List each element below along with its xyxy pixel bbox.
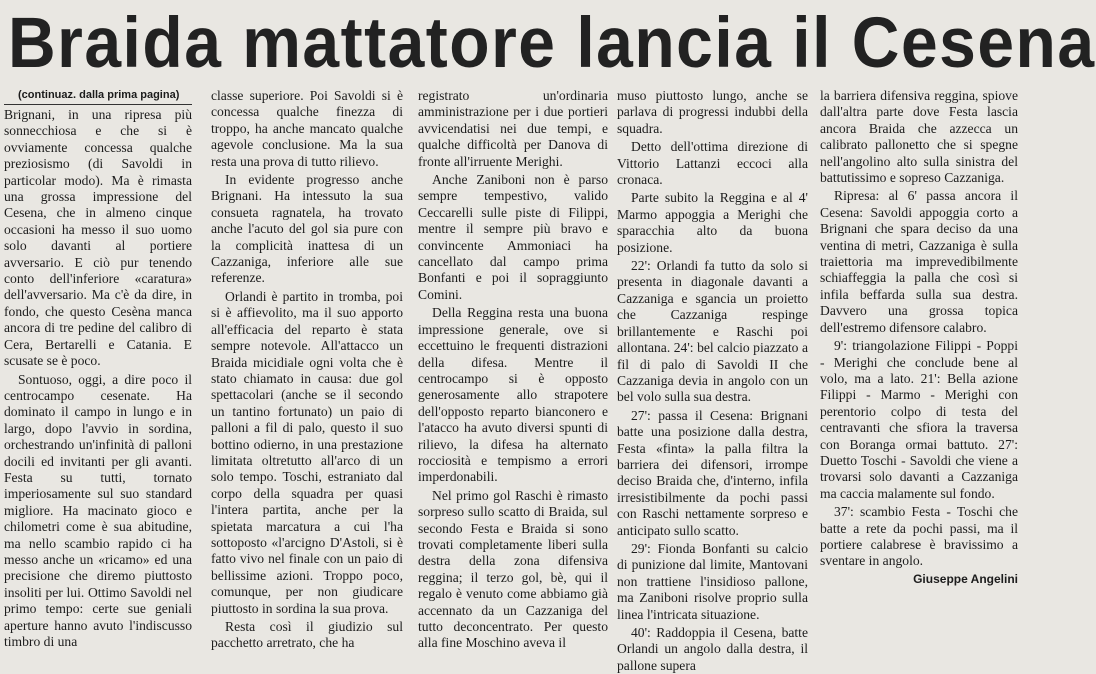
paragraph: Resta così il giudizio sul pacchetto arretrato, che ha: [211, 619, 403, 651]
headline: Braida mattatore lancia il Cesena: [8, 2, 1096, 83]
column-5-body: [820, 88, 1018, 569]
paragraph: Ripresa: al 6' passa ancora il Cesena: Savoldi appoggia corto a Brignani che spara deciso da una ventina di metri, Cazzaniga è sulla traiettoria ma imprevedibilmente schiaffeggia la palla che così si infila beffarda sulla sua destra. Davvero una grossa topica dell'estremo difensore calabro.: [820, 188, 1018, 335]
paragraph: registrato un'ordinaria amministrazione per i due portieri avvicendatisi nei due tempi, e qualche difficoltà per Danova di fronte all'irruente Merighi.: [418, 88, 608, 169]
column-5: [820, 88, 1018, 594]
column-2: [211, 88, 403, 651]
paragraph: Sontuoso, oggi, a dire poco il centrocampo cesenate. Ha dominato il campo in lungo e in largo, dopo l'avvio in sordina, orchestrando un'infinità di palloni docili ed invitanti per gli avanti. Festa su tutti, tornato imperiosamente sul suo standard migliore. Ha macinato gioco e chilometri come è sua abitudine, ma nello scambio rapido ci ha messo anche un «ricamo» ed una precisione che diremo piuttosto insoliti per lui. Ottimo Savoldi nel primo tempo: certe sue geniali aperture hanno avuto l'indiscusso timbro di una: [4, 371, 192, 649]
paragraph: Nel primo gol Raschi è rimasto sorpreso sullo scatto di Braida, sul secondo Festa e Braida si sono trovati completamente liberi sulla destra della zona difensiva reggina; il terzo gol, bè, qui il regalo è venuto come abbiamo già accennato da un Cazzaniga del tutto deconcentrato. Per questo alla fine Moschino aveva il: [418, 487, 608, 651]
paragraph: 29': Fionda Bonfanti su calcio di punizione dal limite, Mantovani non trattiene l'insidioso pallone, ma Zaniboni risolve proprio sulla linea l'intricata situazione.: [617, 540, 808, 622]
paragraph: Della Reggina resta una buona impressione generale, ove si eccettuino le frequenti distrazioni della difesa. Mentre il centrocampo si è opposto generosamente allo strapotere dell'opposto reparto bianconero e l'atacco ha avuto diversi spunti di rilievo, la difesa ha alternato rocciosità e tempismo a errori imperdonabili.: [418, 305, 608, 485]
paragraph: la barriera difensiva reggina, spiove dall'altra parte dove Festa lascia ancora Braida che azzecca un calibrato pallonetto che si spegne nell'angolino alto sulla sinistra del battutissimo e sopreso Cazzaniga.: [820, 88, 1018, 186]
paragraph: 22': Orlandi fa tutto da solo si presenta in diagonale davanti a Cazzaniga e sgancia un proietto che Cazzaniga respinge brillantemente e Raschi poi allontana. 24': bel calcio piazzato a fil di palo di Savoldi II che Cazzaniga devia in angolo con un bel volo sulla sua destra.: [617, 258, 808, 405]
column-1: [4, 88, 192, 649]
paragraph: Orlandi è partito in tromba, poi si è affievolito, ma il suo apporto all'efficacia del reparto è stata sempre notevole. All'attacco un Braida micidiale ogni volta che è stato chiamato in causa: due gol spettacolari (anche se il secondo un tantino fortunato) un paio di palloni a fil di palo, questo il suo bottino odierno, in una prestazione limitata oltretutto all'arco di un solo tempo. Toschi, estraniato dal corpo della squadra per quasi l'intera partita, anche per la spietata marcatura a cui l'ha sottoposto «l'arcigno D'Astoli, si è fatto vivo nel finale con un paio di bellissime azioni. Troppo poco, comunque, per non giudicare piuttosto in sordina la sua prova.: [211, 288, 403, 616]
paragraph: 9': triangolazione Filippi - Poppi - Merighi che conclude bene al volo, ma a lato. 21': Bella azione Filippi - Marmo - Merighi con perentorio colpo di testa del centravanti che sfiora la traversa con Boranga ormai battuto. 27': Duetto Toschi - Savoldi che viene a trovarsi solo davanti a Cazzaniga ma caccia malamente sul fondo.: [820, 338, 1018, 501]
paragraph: 40': Raddoppia il Cesena, batte Orlandi un angolo dalla destra, il pallone supera: [617, 625, 808, 673]
paragraph: 37': scambio Festa - Toschi che batte a rete da pochi passi, ma il portiere calabrese è bravissimo a sventare in angolo.: [820, 504, 1018, 569]
paragraph: In evidente progresso anche Brignani. Ha intessuto la sua consueta ragnatela, ha trovato anche l'acuto del gol sia pure con la complicità inattesa di un Cazzaniga, inferiore alle sue referenze.: [211, 172, 403, 286]
paragraph: classe superiore. Poi Savoldi si è concessa qualche finezza di troppo, ha anche mancato qualche agevole conclusione. Ma la sua resta una prova di tutto rilievo.: [211, 88, 403, 169]
paragraph: Detto dell'ottima direzione di Vittorio Lattanzi eccoci alla cronaca.: [617, 139, 808, 188]
paragraph: Parte subito la Reggina e al 4' Marmo appoggia a Merighi che sparacchia alto da buona posizione.: [617, 190, 808, 255]
paragraph: 27': passa il Cesena: Brignani batte una posizione dalla destra, Festa «finta» la palla filtra la barriera dei difensori, irrompe deciso Braida che, d'interno, infila irresistibilmente da pochi passi con Raschi nettamente sorpreso e anticipato sullo scatto.: [617, 407, 808, 538]
paragraph: Anche Zaniboni non è parso sempre tempestivo, valido Ceccarelli sulle piste di Filippi, mentre il sempre più bravo e convincente Ammoniaci ha cancellato dal campo prima Bonfanti e poi il sopraggiunto Comini.: [418, 172, 608, 302]
author-signature: Giuseppe Angelini: [913, 572, 1018, 586]
paragraph: muso piuttosto lungo, anche se parlava di progressi indubbi della squadra.: [617, 88, 808, 136]
column-3: [418, 88, 608, 651]
paragraph: Brignani, in una ripresa più sonnecchiosa e che si è ovviamente concessa qualche preziosismo (di Savoldi in particolar modo). Ma è rimasta una grossa impressione del Cesena, che in almeno cinque occasioni ha messo il suo uomo solo davanti al portiere avversario. E ciò pur tenendo conto dell'inferiore «caratura» dell'avversario. Ma c'è da dire, in fondo, che questo Cesèna manca ancora di tre pedine del calibro di Cera, Bertarelli e Catania. E scusate se è poco.: [4, 107, 192, 369]
continuation-note: (continuaz. dalla prima pagina): [4, 88, 192, 105]
column-4: [617, 88, 808, 673]
